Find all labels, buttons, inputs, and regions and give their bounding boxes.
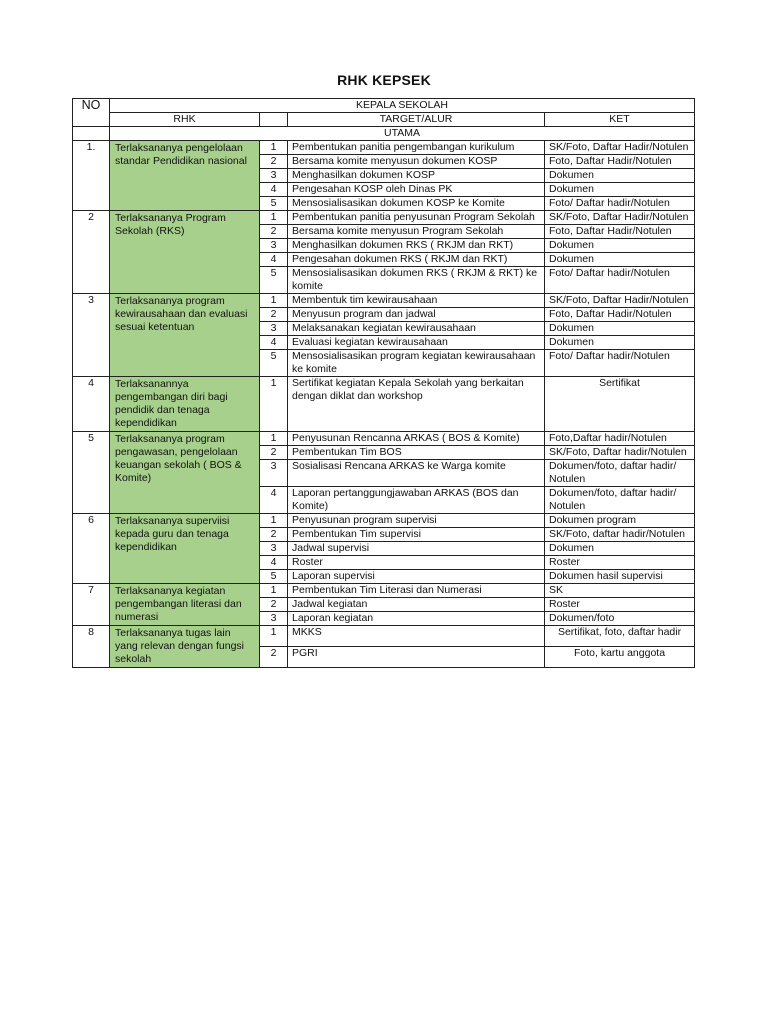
target-cell: Mensosialisasikan dokumen KOSP ke Komite [288,197,545,211]
target-cell: MKKS [288,626,545,647]
target-cell: Bersama komite menyusun Program Sekolah [288,225,545,239]
header-target: TARGET/ALUR [288,113,545,127]
row-number: 5 [73,432,110,514]
rhk-cell: Terlaksananya program pengawasan, pengelolaan keuangan sekolah ( BOS & Komite) [110,432,260,514]
header-no: NO [73,99,110,127]
rhk-cell: Terlaksananya kegiatan pengembangan literasi dan numerasi [110,584,260,626]
ket-cell: Foto/ Daftar hadir/Notulen [545,350,695,377]
table-row [73,141,695,155]
target-cell: Pembentukan panitia pengembangan kurikulum [288,141,545,155]
step-number: 3 [260,612,288,626]
header-utama: UTAMA [110,127,695,141]
target-cell: Pembentukan Tim Literasi dan Numerasi [288,584,545,598]
target-cell: Pengesahan KOSP oleh Dinas PK [288,183,545,197]
target-cell: Pembentukan Tim supervisi [288,528,545,542]
ket-cell: Dokumen program [545,514,695,528]
ket-cell: Foto, Daftar Hadir/Notulen [545,308,695,322]
header-utama-left [73,127,110,141]
target-cell: Menyusun program dan jadwal [288,308,545,322]
target-cell: Sosialisasi Rencana ARKAS ke Warga komite [288,460,545,487]
ket-cell: Foto/ Daftar hadir/Notulen [545,197,695,211]
step-number: 2 [260,155,288,169]
ket-cell: Dokumen [545,542,695,556]
step-number: 2 [260,528,288,542]
step-number: 3 [260,169,288,183]
rhk-table [72,98,695,668]
header-row-group [73,99,695,113]
table-row [73,294,695,308]
ket-cell: Roster [545,598,695,612]
rhk-cell: Terlaksananya pengelolaan standar Pendidikan nasional [110,141,260,211]
target-cell: Membentuk tim kewirausahaan [288,294,545,308]
header-row-utama [73,127,695,141]
step-number: 2 [260,647,288,668]
ket-cell: SK/Foto, Daftar Hadir/Notulen [545,211,695,225]
ket-cell: SK/Foto, Daftar Hadir/Notulen [545,141,695,155]
row-number: 1. [73,141,110,211]
target-cell: Pengesahan dokumen RKS ( RKJM dan RKT) [288,253,545,267]
step-number: 3 [260,542,288,556]
step-number: 1 [260,377,288,432]
target-cell: Pembentukan panitia penyusunan Program Sekolah [288,211,545,225]
page-title: RHK KEPSEK [337,72,431,88]
ket-cell: SK [545,584,695,598]
step-number: 2 [260,446,288,460]
step-number: 4 [260,253,288,267]
step-number: 3 [260,322,288,336]
target-cell: PGRI [288,647,545,668]
step-number: 3 [260,239,288,253]
ket-cell: Roster [545,556,695,570]
target-cell: Laporan pertanggungjawaban ARKAS (BOS dan Komite) [288,487,545,514]
step-number: 1 [260,514,288,528]
step-number: 1 [260,294,288,308]
row-number: 6 [73,514,110,584]
table-row [73,211,695,225]
header-rhk: RHK [110,113,260,127]
ket-cell: Foto, kartu anggota [545,647,695,668]
row-number: 4 [73,377,110,432]
row-number: 3 [73,294,110,377]
target-cell: Laporan supervisi [288,570,545,584]
target-cell: Sertifikat kegiatan Kepala Sekolah yang berkaitan dengan diklat dan workshop [288,377,545,432]
step-number: 5 [260,350,288,377]
ket-cell: Dokumen [545,253,695,267]
target-cell: Laporan kegiatan [288,612,545,626]
step-number: 1 [260,211,288,225]
ket-cell: Foto,Daftar hadir/Notulen [545,432,695,446]
step-number: 5 [260,197,288,211]
header-blank [260,113,288,127]
ket-cell: Foto, Daftar Hadir/Notulen [545,155,695,169]
ket-cell: Dokumen [545,239,695,253]
ket-cell: Foto/ Daftar hadir/Notulen [545,267,695,294]
header-kepala-sekolah: KEPALA SEKOLAH [110,99,695,113]
step-number: 3 [260,460,288,487]
table-row [73,377,695,432]
target-cell: Jadwal supervisi [288,542,545,556]
step-number: 1 [260,432,288,446]
ket-cell: Sertifikat [545,377,695,432]
row-number: 2 [73,211,110,294]
step-number: 1 [260,141,288,155]
target-cell: Menghasilkan dokumen RKS ( RKJM dan RKT) [288,239,545,253]
target-cell: Pembentukan Tim BOS [288,446,545,460]
ket-cell: Sertifikat, foto, daftar hadir [545,626,695,647]
target-cell: Evaluasi kegiatan kewirausahaan [288,336,545,350]
ket-cell: Dokumen [545,336,695,350]
step-number: 2 [260,598,288,612]
step-number: 1 [260,584,288,598]
step-number: 4 [260,183,288,197]
ket-cell: Foto, Daftar Hadir/Notulen [545,225,695,239]
ket-cell: Dokumen [545,322,695,336]
target-cell: Penyusunan program supervisi [288,514,545,528]
step-number: 5 [260,570,288,584]
step-number: 4 [260,336,288,350]
row-number: 7 [73,584,110,626]
target-cell: Mensosialisasikan program kegiatan kewirausahaan ke komite [288,350,545,377]
header-ket: KET [545,113,695,127]
row-number: 8 [73,626,110,668]
ket-cell: SK/Foto, daftar hadir/Notulen [545,528,695,542]
rhk-cell: Terlaksananya superviisi kepada guru dan tenaga kependidikan [110,514,260,584]
rhk-cell: Terlaksananya Program Sekolah (RKS) [110,211,260,294]
rhk-cell: Terlaksananya tugas lain yang relevan dengan fungsi sekolah [110,626,260,668]
ket-cell: Dokumen/foto [545,612,695,626]
ket-cell: Dokumen [545,183,695,197]
rhk-cell: Terlaksananya program kewirausahaan dan evaluasi sesuai ketentuan [110,294,260,377]
table-row [73,584,695,598]
target-cell: Penyusunan Rencanna ARKAS ( BOS & Komite) [288,432,545,446]
table-row [73,432,695,446]
ket-cell: Dokumen/foto, daftar hadir/ Notulen [545,487,695,514]
step-number: 2 [260,308,288,322]
step-number: 2 [260,225,288,239]
target-cell: Jadwal kegiatan [288,598,545,612]
target-cell: Menghasilkan dokumen KOSP [288,169,545,183]
step-number: 4 [260,487,288,514]
header-row-columns [73,113,695,127]
table-row [73,514,695,528]
ket-cell: SK/Foto, Daftar hadir/Notulen [545,446,695,460]
step-number: 4 [260,556,288,570]
ket-cell: Dokumen/foto, daftar hadir/ Notulen [545,460,695,487]
target-cell: Melaksanakan kegiatan kewirausahaan [288,322,545,336]
target-cell: Bersama komite menyusun dokumen KOSP [288,155,545,169]
rhk-cell: Terlaksanannya pengembangan diri bagi pendidik dan tenaga kependidikan [110,377,260,432]
step-number: 5 [260,267,288,294]
step-number: 1 [260,626,288,647]
target-cell: Mensosialisasikan dokumen RKS ( RKJM & RKT) ke komite [288,267,545,294]
ket-cell: Dokumen hasil supervisi [545,570,695,584]
target-cell: Roster [288,556,545,570]
ket-cell: SK/Foto, Daftar Hadir/Notulen [545,294,695,308]
table-row [73,626,695,647]
ket-cell: Dokumen [545,169,695,183]
